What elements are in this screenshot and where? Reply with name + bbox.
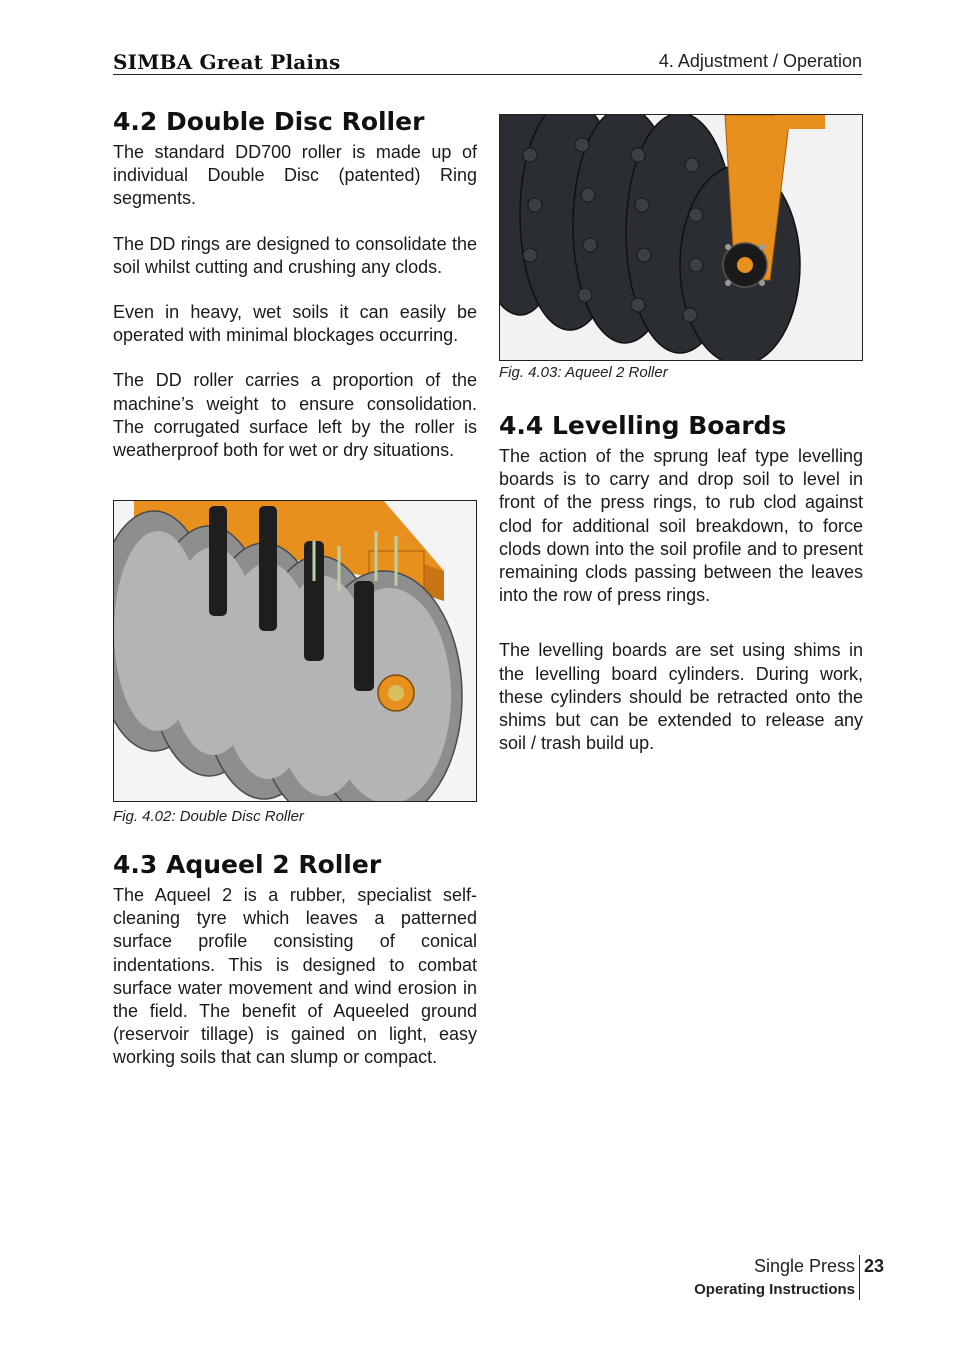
- brand-logo: SIMBA Great Plains: [113, 50, 341, 74]
- paragraph: The DD rings are designed to consolidate the soil whilst cutting and crushing any clods.: [113, 233, 477, 277]
- section-title-aqueel: 4.3 Aqueel 2 Roller: [113, 850, 382, 879]
- paragraph: The levelling boards are set using shims in the levelling board cylinders. During work, these cylinders should be retracted onto the shims but can be extended to release any soil / trash build up.: [499, 640, 863, 754]
- paragraph: The action of the sprung leaf type levelling boards is to carry and drop soil to level in front of the press rings, to rub clod against clod for additional soil breakdown, to force clods down into the soil profile and to present remaining clods passing between the leaves into the row of press rings.: [499, 446, 863, 606]
- figure-caption: Fig. 4.03: Aqueel 2 Roller: [499, 364, 668, 381]
- section-aqueel: [113, 850, 477, 1070]
- paragraph: The standard DD700 roller is made up of individual Double Disc (patented) Ring segments.: [113, 142, 477, 209]
- paragraph: Even in heavy, wet soils it can easily be operated with minimal blockages occurring.: [113, 302, 477, 346]
- paragraph: The DD roller carries a proportion of the machine’s weight to ensure consolidation. The corrugated surface left by the roller is weatherproof both for wet or dry situations.: [113, 370, 477, 461]
- aqueel-roller-image: [499, 114, 863, 361]
- double-disc-roller-image: [113, 500, 477, 802]
- footer-subtitle: Operating Instructions: [694, 1281, 855, 1298]
- footer-divider: [859, 1255, 860, 1300]
- paragraph: The Aqueel 2 is a rubber, specialist self-cleaning tyre which leaves a patterned surface profile consisting of conical indentations. This is designed to combat surface water movement and wind erosion in the field. The benefit of Aqueeled ground (reservoir tillage) is gained on light, easy working soils that can slump or compact.: [113, 885, 477, 1068]
- section-title-double-disc: 4.2 Double Disc Roller: [113, 107, 425, 136]
- page-number: 23: [864, 1256, 885, 1276]
- footer-title: Single Press: [753, 1256, 855, 1276]
- chapter-title: 4. Adjustment / Operation: [658, 51, 862, 71]
- section-double-disc: [113, 107, 477, 462]
- figure-caption: Fig. 4.02: Double Disc Roller: [113, 808, 304, 825]
- header-divider: [113, 74, 862, 75]
- section-levelling: [499, 411, 863, 755]
- section-title-levelling: 4.4 Levelling Boards: [499, 411, 787, 440]
